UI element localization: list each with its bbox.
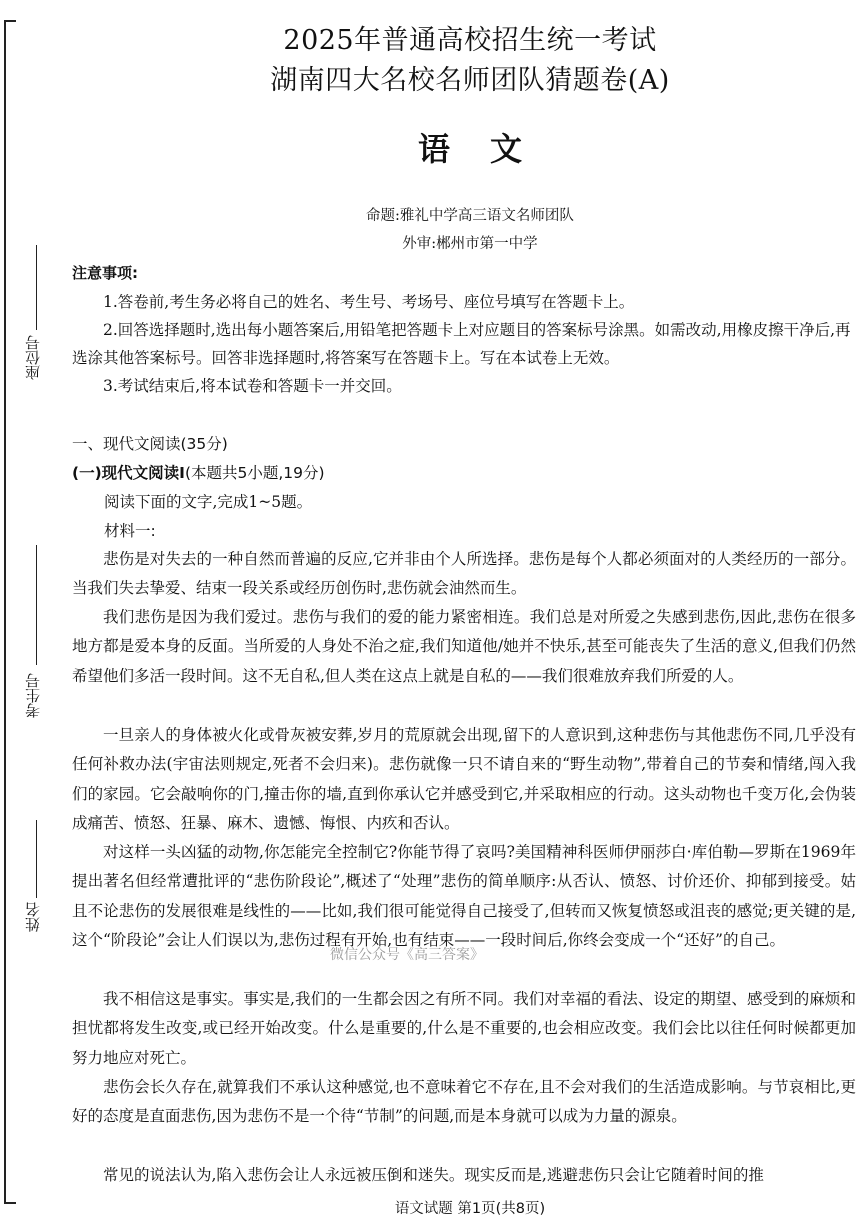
- notice-item-1: 1.答卷前,考生务必将自己的姓名、考生号、考场号、座位号填写在答题卡上。: [103, 293, 635, 311]
- name-label: 姓名: [24, 902, 42, 932]
- credit-review: 外审:郴州市第一中学: [402, 236, 538, 252]
- exam-number-blank: [36, 545, 37, 665]
- credit-author: 命题:雅礼中学高三语文名师团队: [366, 208, 574, 224]
- name-field: [22, 820, 52, 940]
- sub-section-heading-bold: (一)现代文阅读Ⅰ: [72, 464, 185, 482]
- exam-number-label: 考生号: [24, 673, 42, 718]
- body-paragraph-5: 我不相信这是事实。事实是,我们的一生都会因之有所不同。我们对幸福的看法、设定的期望、感受到的麻烦和担忧都将发生改变,或已经开始改变。什么是重要的,什么是不重要的,也会相应改变。我们会比以往任何时候都更加努力地应对死亡。: [72, 990, 856, 1067]
- body-paragraph-6: 悲伤会长久存在,就算我们不承认这种感觉,也不意味着它不存在,且不会对我们的生活造成影响。与节哀相比,更好的态度是直面悲伤,因为悲伤不是一个待“节制”的问题,而是本身就可以成为力量的源泉。: [72, 1078, 856, 1126]
- binding-bracket: [4, 20, 16, 1204]
- body-paragraph-4: 对这样一头凶猛的动物,你怎能完全控制它?你能节得了哀吗?美国精神科医师伊丽莎白·库伯勒—罗斯在1969年提出著名但经常遭批评的“悲伤阶段论”,概述了“处理”悲伤的简单顺序:从否认、愤怒、讨价还价、抑郁到接受。姑且不论悲伤的发展很难是线性的——比如,我们很可能觉得自己接受了,但转而又恢复愤怒或沮丧的感觉;更关键的是,这个“阶段论”会让人们误以为,悲伤过程有开始,也有结束——一段时间后,你终会变成一个“还好”的自己。: [72, 843, 856, 950]
- seat-number-blank: [36, 245, 37, 330]
- seat-number-label: 座位号: [24, 335, 42, 380]
- sub-section-heading-rest: (本题共5小题,19分): [184, 464, 325, 482]
- reading-instruction: 阅读下面的文字,完成1~5题。: [104, 493, 313, 511]
- notice-item-2: 2.回答选择题时,选出每小题答案后,用铅笔把答题卡上对应题目的答案标号涂黑。如需改动,用橡皮擦干净后,再选涂其他答案标号。回答非选择题时,将答案写在答题卡上。写在本试卷上无效。: [72, 321, 851, 367]
- material-label: 材料一:: [104, 522, 156, 540]
- exam-title-line1: 2025年普通高校招生统一考试: [283, 25, 657, 56]
- section-heading: 一、现代文阅读(35分): [72, 435, 228, 453]
- page-footer: 语文试题 第1页(共8页): [394, 1201, 546, 1217]
- body-paragraph-1: 悲伤是对失去的一种自然而普遍的反应,它并非由个人所选择。悲伤是每个人都必须面对的人类经历的一部分。当我们失去挚爱、结束一段关系或经历创伤时,悲伤就会油然而生。: [72, 550, 856, 598]
- exam-number-field: [22, 545, 52, 735]
- subject-title: 语文: [417, 130, 562, 168]
- exam-title-line2: 湖南四大名校名师团队猜题卷(A): [270, 65, 670, 96]
- notice-title: 注意事项:: [72, 264, 138, 282]
- seat-number-field: [22, 245, 52, 395]
- body-paragraph-2: 我们悲伤是因为我们爱过。悲伤与我们的爱的能力紧密相连。我们总是对所爱之失感到悲伤,因此,悲伤在很多地方都是爱本身的反面。当所爱的人身处不治之症,我们知道他/她并不快乐,甚至可能丧失了生活的意义,但我们仍然希望他们多活一段时间。这不无自私,但人类在这点上就是自私的——我们很难放弃我们所爱的人。: [72, 608, 856, 685]
- watermark-text: 微信公众号《高三答案》: [330, 947, 484, 963]
- notice-item-3: 3.考试结束后,将本试卷和答题卡一并交回。: [103, 377, 402, 395]
- body-paragraph-7: 常见的说法认为,陷入悲伤会让人永远被压倒和迷失。现实反而是,逃避悲伤只会让它随着时间的推: [103, 1166, 764, 1184]
- sub-section-heading: [72, 461, 325, 483]
- name-blank: [36, 820, 37, 898]
- body-paragraph-3: 一旦亲人的身体被火化或骨灰被安葬,岁月的荒原就会出现,留下的人意识到,这种悲伤与其他悲伤不同,几乎没有任何补救办法(宇宙法则规定,死者不会归来)。悲伤就像一只不请自来的“野生动物”,带着自己的节奏和情绪,闯入我们的家园。它会敲响你的门,撞击你的墙,直到你承认它并感受到它,并采取相应的行动。这头动物也千变万化,会伪装成痛苦、愤怒、狂暴、麻木、遗憾、悔恨、内疚和否认。: [72, 726, 856, 833]
